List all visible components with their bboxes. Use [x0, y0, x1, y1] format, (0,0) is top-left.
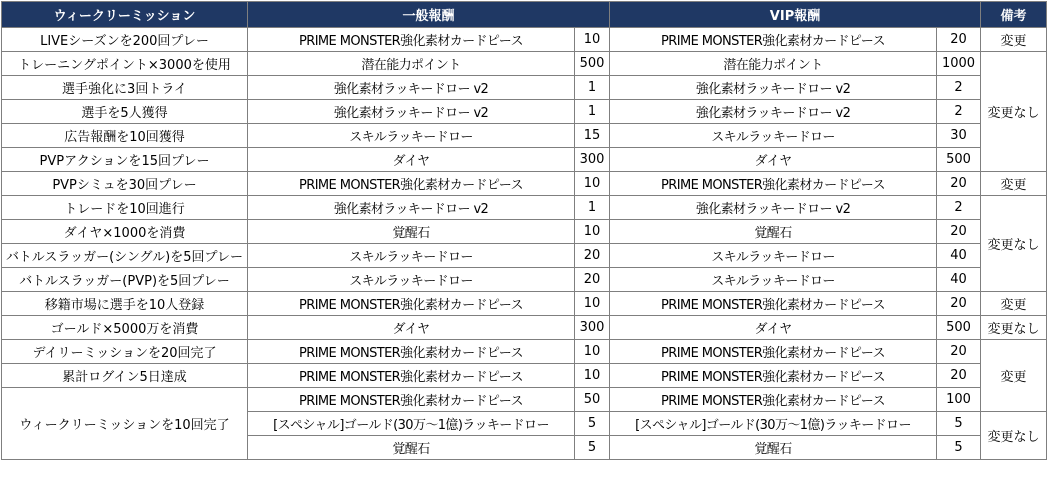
mission-cell: 選手強化に3回トライ — [2, 76, 248, 100]
table-row — [2, 388, 1047, 412]
normal-reward-item: スキルラッキードロー — [248, 244, 575, 268]
vip-reward-qty: 100 — [937, 388, 981, 412]
vip-reward-item: PRIME MONSTER強化素材カードピース — [610, 364, 937, 388]
table-row — [2, 340, 1047, 364]
mission-cell: デイリーミッションを20回完了 — [2, 340, 248, 364]
normal-reward-item: ダイヤ — [248, 316, 575, 340]
vip-reward-qty: 20 — [937, 292, 981, 316]
normal-reward-qty: 300 — [575, 148, 610, 172]
mission-cell: バトルスラッガー(シングル)を5回プレー — [2, 244, 248, 268]
normal-reward-qty: 1 — [575, 76, 610, 100]
normal-reward-qty: 500 — [575, 52, 610, 76]
note-cell: 変更 — [981, 340, 1047, 412]
table-row — [2, 172, 1047, 196]
normal-reward-qty: 5 — [575, 412, 610, 436]
vip-reward-item: PRIME MONSTER強化素材カードピース — [610, 388, 937, 412]
vip-reward-qty: 30 — [937, 124, 981, 148]
normal-reward-qty: 1 — [575, 100, 610, 124]
header-mission: ウィークリーミッション — [2, 2, 248, 28]
vip-reward-qty: 5 — [937, 412, 981, 436]
normal-reward-item: PRIME MONSTER強化素材カードピース — [248, 364, 575, 388]
vip-reward-item: スキルラッキードロー — [610, 244, 937, 268]
mission-cell: ウィークリーミッションを10回完了 — [2, 388, 248, 460]
normal-reward-qty: 50 — [575, 388, 610, 412]
normal-reward-qty: 10 — [575, 220, 610, 244]
normal-reward-qty: 1 — [575, 196, 610, 220]
vip-reward-item: [スペシャル]ゴールド(30万～1億)ラッキードロー — [610, 412, 937, 436]
mission-cell: トレーニングポイント×3000を使用 — [2, 52, 248, 76]
vip-reward-qty: 20 — [937, 340, 981, 364]
mission-cell: PVPシミュを30回プレー — [2, 172, 248, 196]
normal-reward-item: PRIME MONSTER強化素材カードピース — [248, 388, 575, 412]
vip-reward-item: ダイヤ — [610, 148, 937, 172]
vip-reward-qty: 20 — [937, 220, 981, 244]
vip-reward-item: ダイヤ — [610, 316, 937, 340]
table-row — [2, 292, 1047, 316]
mission-cell: 累計ログイン5日達成 — [2, 364, 248, 388]
note-cell: 変更 — [981, 172, 1047, 196]
normal-reward-item: 強化素材ラッキードロー v2 — [248, 100, 575, 124]
table-row — [2, 244, 1047, 268]
vip-reward-item: 強化素材ラッキードロー v2 — [610, 76, 937, 100]
vip-reward-qty: 500 — [937, 148, 981, 172]
note-cell: 変更なし — [981, 412, 1047, 460]
normal-reward-item: 強化素材ラッキードロー v2 — [248, 76, 575, 100]
normal-reward-item: [スペシャル]ゴールド(30万～1億)ラッキードロー — [248, 412, 575, 436]
mission-cell: バトルスラッガー(PVP)を5回プレー — [2, 268, 248, 292]
mission-cell: LIVEシーズンを200回プレー — [2, 28, 248, 52]
table-row — [2, 364, 1047, 388]
normal-reward-item: PRIME MONSTER強化素材カードピース — [248, 292, 575, 316]
vip-reward-item: 強化素材ラッキードロー v2 — [610, 196, 937, 220]
table-row — [2, 28, 1047, 52]
header-normal-reward: 一般報酬 — [248, 2, 610, 28]
table-row — [2, 124, 1047, 148]
normal-reward-qty: 20 — [575, 244, 610, 268]
mission-cell: 選手を5人獲得 — [2, 100, 248, 124]
note-cell: 変更なし — [981, 316, 1047, 340]
normal-reward-qty: 10 — [575, 292, 610, 316]
normal-reward-item: スキルラッキードロー — [248, 268, 575, 292]
table-row — [2, 220, 1047, 244]
normal-reward-qty: 10 — [575, 340, 610, 364]
vip-reward-qty: 2 — [937, 196, 981, 220]
normal-reward-qty: 10 — [575, 364, 610, 388]
header-row — [2, 2, 1047, 28]
note-cell: 変更なし — [981, 196, 1047, 292]
vip-reward-item: 潜在能力ポイント — [610, 52, 937, 76]
table-row — [2, 316, 1047, 340]
table-row — [2, 76, 1047, 100]
note-cell: 変更なし — [981, 52, 1047, 172]
normal-reward-qty: 5 — [575, 436, 610, 460]
table-row — [2, 196, 1047, 220]
mission-cell: ダイヤ×1000を消費 — [2, 220, 248, 244]
header-notes: 備考 — [981, 2, 1047, 28]
normal-reward-item: PRIME MONSTER強化素材カードピース — [248, 28, 575, 52]
normal-reward-item: 強化素材ラッキードロー v2 — [248, 196, 575, 220]
vip-reward-item: PRIME MONSTER強化素材カードピース — [610, 340, 937, 364]
table-row — [2, 148, 1047, 172]
normal-reward-qty: 300 — [575, 316, 610, 340]
normal-reward-item: 潜在能力ポイント — [248, 52, 575, 76]
table-row — [2, 268, 1047, 292]
normal-reward-item: 覚醒石 — [248, 436, 575, 460]
vip-reward-qty: 20 — [937, 364, 981, 388]
normal-reward-item: PRIME MONSTER強化素材カードピース — [248, 172, 575, 196]
normal-reward-qty: 10 — [575, 28, 610, 52]
vip-reward-qty: 40 — [937, 244, 981, 268]
vip-reward-item: PRIME MONSTER強化素材カードピース — [610, 28, 937, 52]
vip-reward-item: 強化素材ラッキードロー v2 — [610, 100, 937, 124]
vip-reward-item: PRIME MONSTER強化素材カードピース — [610, 292, 937, 316]
vip-reward-qty: 20 — [937, 28, 981, 52]
normal-reward-qty: 15 — [575, 124, 610, 148]
vip-reward-qty: 1000 — [937, 52, 981, 76]
mission-cell: トレードを10回進行 — [2, 196, 248, 220]
mission-cell: 移籍市場に選手を10人登録 — [2, 292, 248, 316]
vip-reward-item: 覚醒石 — [610, 220, 937, 244]
note-cell: 変更 — [981, 28, 1047, 52]
vip-reward-item: PRIME MONSTER強化素材カードピース — [610, 172, 937, 196]
vip-reward-qty: 5 — [937, 436, 981, 460]
vip-reward-item: スキルラッキードロー — [610, 124, 937, 148]
normal-reward-item: PRIME MONSTER強化素材カードピース — [248, 340, 575, 364]
vip-reward-qty: 2 — [937, 100, 981, 124]
normal-reward-qty: 20 — [575, 268, 610, 292]
vip-reward-qty: 20 — [937, 172, 981, 196]
vip-reward-item: スキルラッキードロー — [610, 268, 937, 292]
note-cell: 変更 — [981, 292, 1047, 316]
normal-reward-item: 覚醒石 — [248, 220, 575, 244]
vip-reward-qty: 40 — [937, 268, 981, 292]
table-row — [2, 100, 1047, 124]
vip-reward-qty: 2 — [937, 76, 981, 100]
vip-reward-qty: 500 — [937, 316, 981, 340]
vip-reward-item: 覚醒石 — [610, 436, 937, 460]
table-row — [2, 52, 1047, 76]
header-vip-reward: VIP報酬 — [610, 2, 981, 28]
weekly-mission-table — [1, 1, 1047, 460]
mission-cell: 広告報酬を10回獲得 — [2, 124, 248, 148]
normal-reward-item: ダイヤ — [248, 148, 575, 172]
mission-cell: ゴールド×5000万を消費 — [2, 316, 248, 340]
normal-reward-item: スキルラッキードロー — [248, 124, 575, 148]
mission-cell: PVPアクションを15回プレー — [2, 148, 248, 172]
normal-reward-qty: 10 — [575, 172, 610, 196]
